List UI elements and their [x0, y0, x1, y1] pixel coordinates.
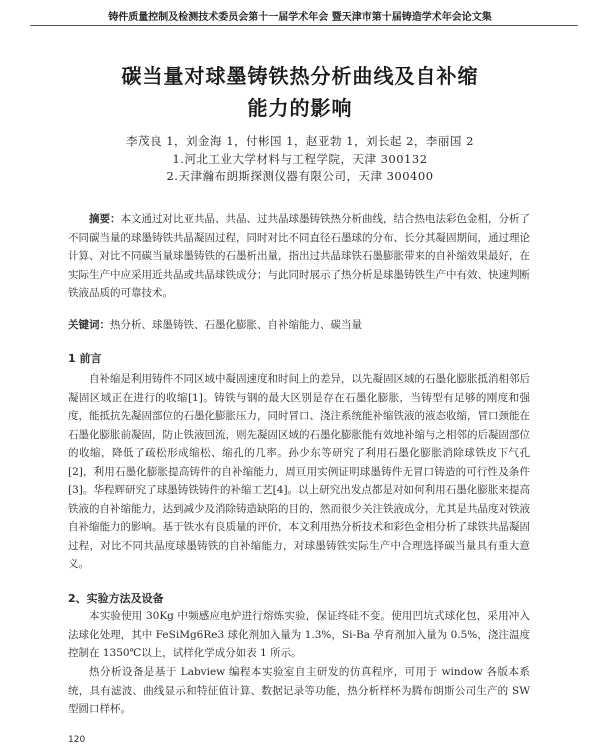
author-list: 李茂良 1，刘金海 1，付彬国 1，赵亚勃 1，刘长起 2，李丽国 2	[126, 134, 474, 148]
affiliation-2: 2.天津瀚布朗斯探测仪器有限公司，天津 300400	[166, 169, 434, 183]
intro-paragraph: 自补缩是利用铸件不同区域中凝固速度和时间上的差异，以先凝固区域的石墨化膨胀抵消相邻后凝固区域正在进行的收缩[1]。铸铁与钢的最大区别是存在石墨化膨胀，当铸型有足够的刚度和强度，能抵抗先凝固部位的石墨化膨胀压力，同时冒口、浇注系统能补缩铁液的液态收缩，冒口颈能在石墨化膨胀前凝固，防止铁液回流，则先凝固区域的石墨化膨胀能有效地补缩与之相邻的后凝固部位的收缩，降低了疏松形成缩松、缩孔的几率。孙少东等研究了利用石墨化膨胀消除球铁皮下气孔[2]，利用石墨化膨胀提高铸件的自补缩能力，周亘用实例证明球墨铸件无冒口铸造的可行性及条件[3]。华程辉研究了球墨铸铁铸件的补缩工艺[4]。以上研究出发点都是对如何利用石墨化膨胀来提高铁液的自补缩能力，达到减少及消除铸造缺陷的目的，然而很少关注铁液成分，尤其是共晶度对铁液自补缩能力的影响。基于铁水有良质量的评价，本文利用热分析技术和彩色金相分析了球铁共晶凝固过程，对比不同共晶度球墨铸铁的自补缩能力，对球墨铸铁实际生产中合理选择碳当量具有重大意义。	[68, 373, 530, 570]
abstract-text: 本文通过对比亚共晶、共晶、过共晶球墨铸铁热分析曲线，结合热电法彩色金相，分析了不同碳当量的球墨铸铁共晶凝固过程，同时对比不同直径石墨球的分布、长分其凝固期间，通过理论计算、对比不同碳当量球墨铸铁的石墨析出量，指出过共晶球铁石墨膨胀带来的自补缩效果最好，在实际生产中应采用近共晶或共晶球铁成分；与此同时展示了热分析是球墨铸铁生产中有效、快速判断铁液品质的可靠技术。	[68, 213, 530, 299]
methods-paragraph-2: 热分析设备是基于 Labview 编程本实验室自主研发的仿真程序，可用于 window 各版本系统，具有滤波、曲线显示和特征值计算、数据记录等功能，热分析样杯为腾布朗斯公司生产的 SW 型圆口样杯。	[68, 666, 530, 715]
running-header: 铸件质量控制及检测技术委员会第十一届学术年会 暨天津市第十届铸造学术年会论文集	[108, 12, 492, 23]
section-heading-intro: 1 前言	[68, 352, 102, 365]
header-divider	[30, 25, 578, 26]
paper-title-line-1: 碳当量对球墨铸铁热分析曲线及自补缩	[121, 64, 479, 88]
abstract	[68, 210, 530, 303]
keywords	[68, 316, 530, 335]
methods-paragraph-1: 本实验使用 30Kg 中频感应电炉进行熔炼实验，保证终硅不变。使用凹坑式球化包，采用冲入法球化处理，其中 FeSiMg6Re3 球化剂加入量为 1.3%，Si-Ba 孕育剂加入量为 0.5%，浇注温度控制在 1350℃以上，试样化学成分如表 1 所示。	[68, 610, 530, 659]
section-heading-methods: 2、实验方法及设备	[68, 592, 164, 605]
affiliation-1: 1.河北工业大学材料与工程学院，天津 300132	[172, 152, 428, 166]
keywords-text: 热分析、球墨铸铁、石墨化膨胀、自补缩能力、碳当量	[110, 319, 362, 331]
page-number: 120	[68, 735, 86, 745]
paper-title-line-2: 能力的影响	[247, 96, 353, 120]
abstract-label: 摘要：	[89, 213, 121, 225]
keywords-label: 关键词：	[68, 319, 110, 331]
